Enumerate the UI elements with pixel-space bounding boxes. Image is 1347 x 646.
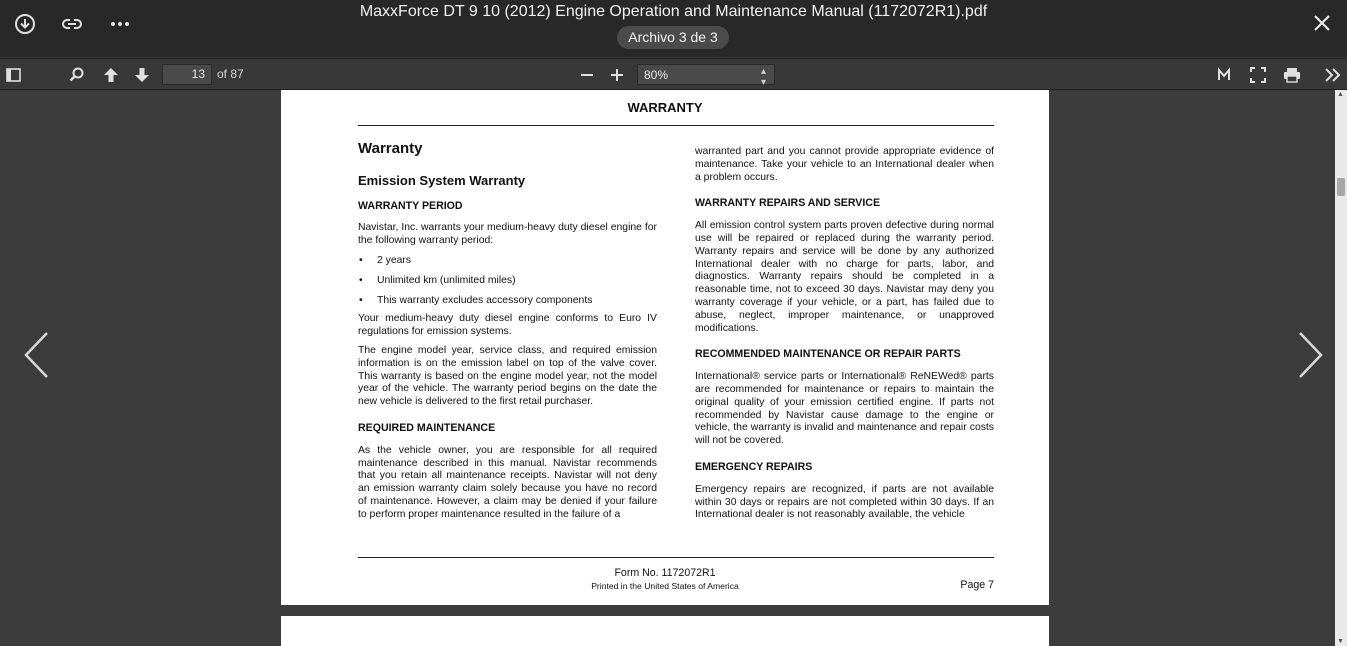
zoom-select[interactable] — [637, 64, 775, 88]
page-header: WARRANTY — [627, 100, 703, 115]
previous-page-icon[interactable] — [101, 65, 121, 85]
warranty-repairs-heading: WARRANTY REPAIRS AND SERVICE — [695, 197, 881, 210]
scrollbar-thumb[interactable] — [1337, 178, 1345, 196]
emergency-repairs-text: Emergency repairs are recognized, if parts are not available within 30 days or repairs are not completed within 30 days. If an International dealer is not reasonably available, the vehicle — [695, 483, 994, 521]
warranty-period-intro: Navistar, Inc. warrants your medium-heavy duty diesel engine for the following warranty period: — [358, 222, 657, 247]
zoom-value: 80% — [644, 68, 669, 82]
continued-paragraph: warranted part and you cannot provide appropriate evidence of maintenance. Take your vehicle to an International dealer when a problem occurs. — [695, 146, 994, 183]
page-label: Page 7 — [960, 579, 994, 591]
emergency-repairs-heading: EMERGENCY REPAIRS — [695, 460, 813, 473]
required-maintenance-heading: REQUIRED MAINTENANCE — [358, 421, 496, 434]
print-icon[interactable] — [1282, 65, 1302, 85]
next-pdf-page — [281, 616, 1049, 646]
page-count: of 87 — [217, 67, 244, 81]
euro-paragraph: Your medium-heavy duty diesel engine conforms to Euro IV regulations for emission systems. — [358, 313, 657, 338]
bullet-item: • Unlimited km (unlimited miles) — [358, 275, 657, 288]
zoom-out-icon[interactable] — [577, 65, 597, 85]
next-file-arrow-icon[interactable] — [1295, 330, 1325, 380]
page-number-input[interactable]: 13 — [162, 64, 212, 85]
next-page-icon[interactable] — [132, 65, 152, 85]
fullscreen-icon[interactable] — [1248, 65, 1268, 85]
document-title: MaxxForce DT 9 10 (2012) Engine Operation and Maintenance Manual (1172072R1).pdf — [359, 3, 988, 20]
pdf-page — [281, 90, 1049, 605]
bullet-item: • This warranty excludes accessory components — [358, 295, 657, 308]
footer-rule — [358, 557, 994, 558]
warranty-period-heading: WARRANTY PERIOD — [358, 199, 463, 212]
file-indicator: Archivo 3 de 3 — [617, 26, 729, 49]
form-number: Form No. 1172072R1 — [614, 567, 716, 579]
title-bar — [0, 0, 1347, 57]
previous-file-arrow-icon[interactable] — [22, 330, 52, 380]
printed-note: Printed in the United States of America — [591, 581, 739, 591]
model-year-paragraph: The engine model year, service class, and required emission information is on the emission label on top of the valve cover. This warranty is based on the engine model year, not the model year of the vehicle. The warranty period begins on the date the new vehicle is delivered to the first retail purchaser. — [358, 344, 657, 408]
right-column — [695, 146, 994, 522]
pdf-toolbar — [0, 58, 1347, 90]
select-arrows-icon: ▴ ▾ — [760, 66, 766, 88]
required-maintenance-text: As the vehicle owner, you are responsible for all required maintenance described in this manual. Navistar recommends that you retain all maintenance receipts. Navistar will not deny an emission warranty claim solely because you have no record of maintenance. However, a claim may be denied if your failure to perform proper maintenance resulted in the failure of a — [358, 444, 657, 520]
close-icon[interactable] — [1311, 12, 1333, 34]
search-icon[interactable] — [67, 65, 87, 85]
sidebar-toggle-icon[interactable] — [4, 65, 24, 85]
zoom-in-icon[interactable] — [607, 65, 627, 85]
bullet-item: • 2 years — [358, 255, 657, 268]
presentation-mode-icon[interactable] — [1214, 65, 1234, 85]
section-title: Warranty — [358, 140, 423, 157]
scroll-down-icon[interactable]: ▼ — [1337, 638, 1344, 645]
more-tools-icon[interactable] — [1323, 65, 1343, 85]
section-subtitle: Emission System Warranty — [358, 172, 526, 188]
left-column — [358, 140, 657, 522]
header-rule — [358, 125, 994, 126]
recommended-parts-text: International® service parts or International® ReNEWed® parts are recommended for maintenance or repairs to maintain the original quality of your emission certified engine. If parts not recommended by Navistar cause damage to the engine or vehicle, the warranty is invalid and maintenance and repair costs will not be covered. — [695, 371, 994, 447]
warranty-repairs-text: All emission control system parts proven defective during normal use will be repaired or replaced during the warranty period. Warranty repairs and service will be done by any authorized International dealer with no charge for parts, labor, and diagnostics. Warranty repairs should be completed in a reasonable time, not to exceed 30 days. Navistar may deny you warranty coverage if your vehicle, or a part, has failed due to abuse, neglect, improper maintenance, or unapproved modifications. — [695, 220, 994, 334]
vertical-scrollbar[interactable] — [1335, 90, 1347, 646]
scroll-up-icon[interactable]: ▲ — [1337, 91, 1344, 98]
document-viewer[interactable] — [0, 90, 1335, 646]
recommended-parts-heading: RECOMMENDED MAINTENANCE OR REPAIR PARTS — [695, 348, 961, 361]
